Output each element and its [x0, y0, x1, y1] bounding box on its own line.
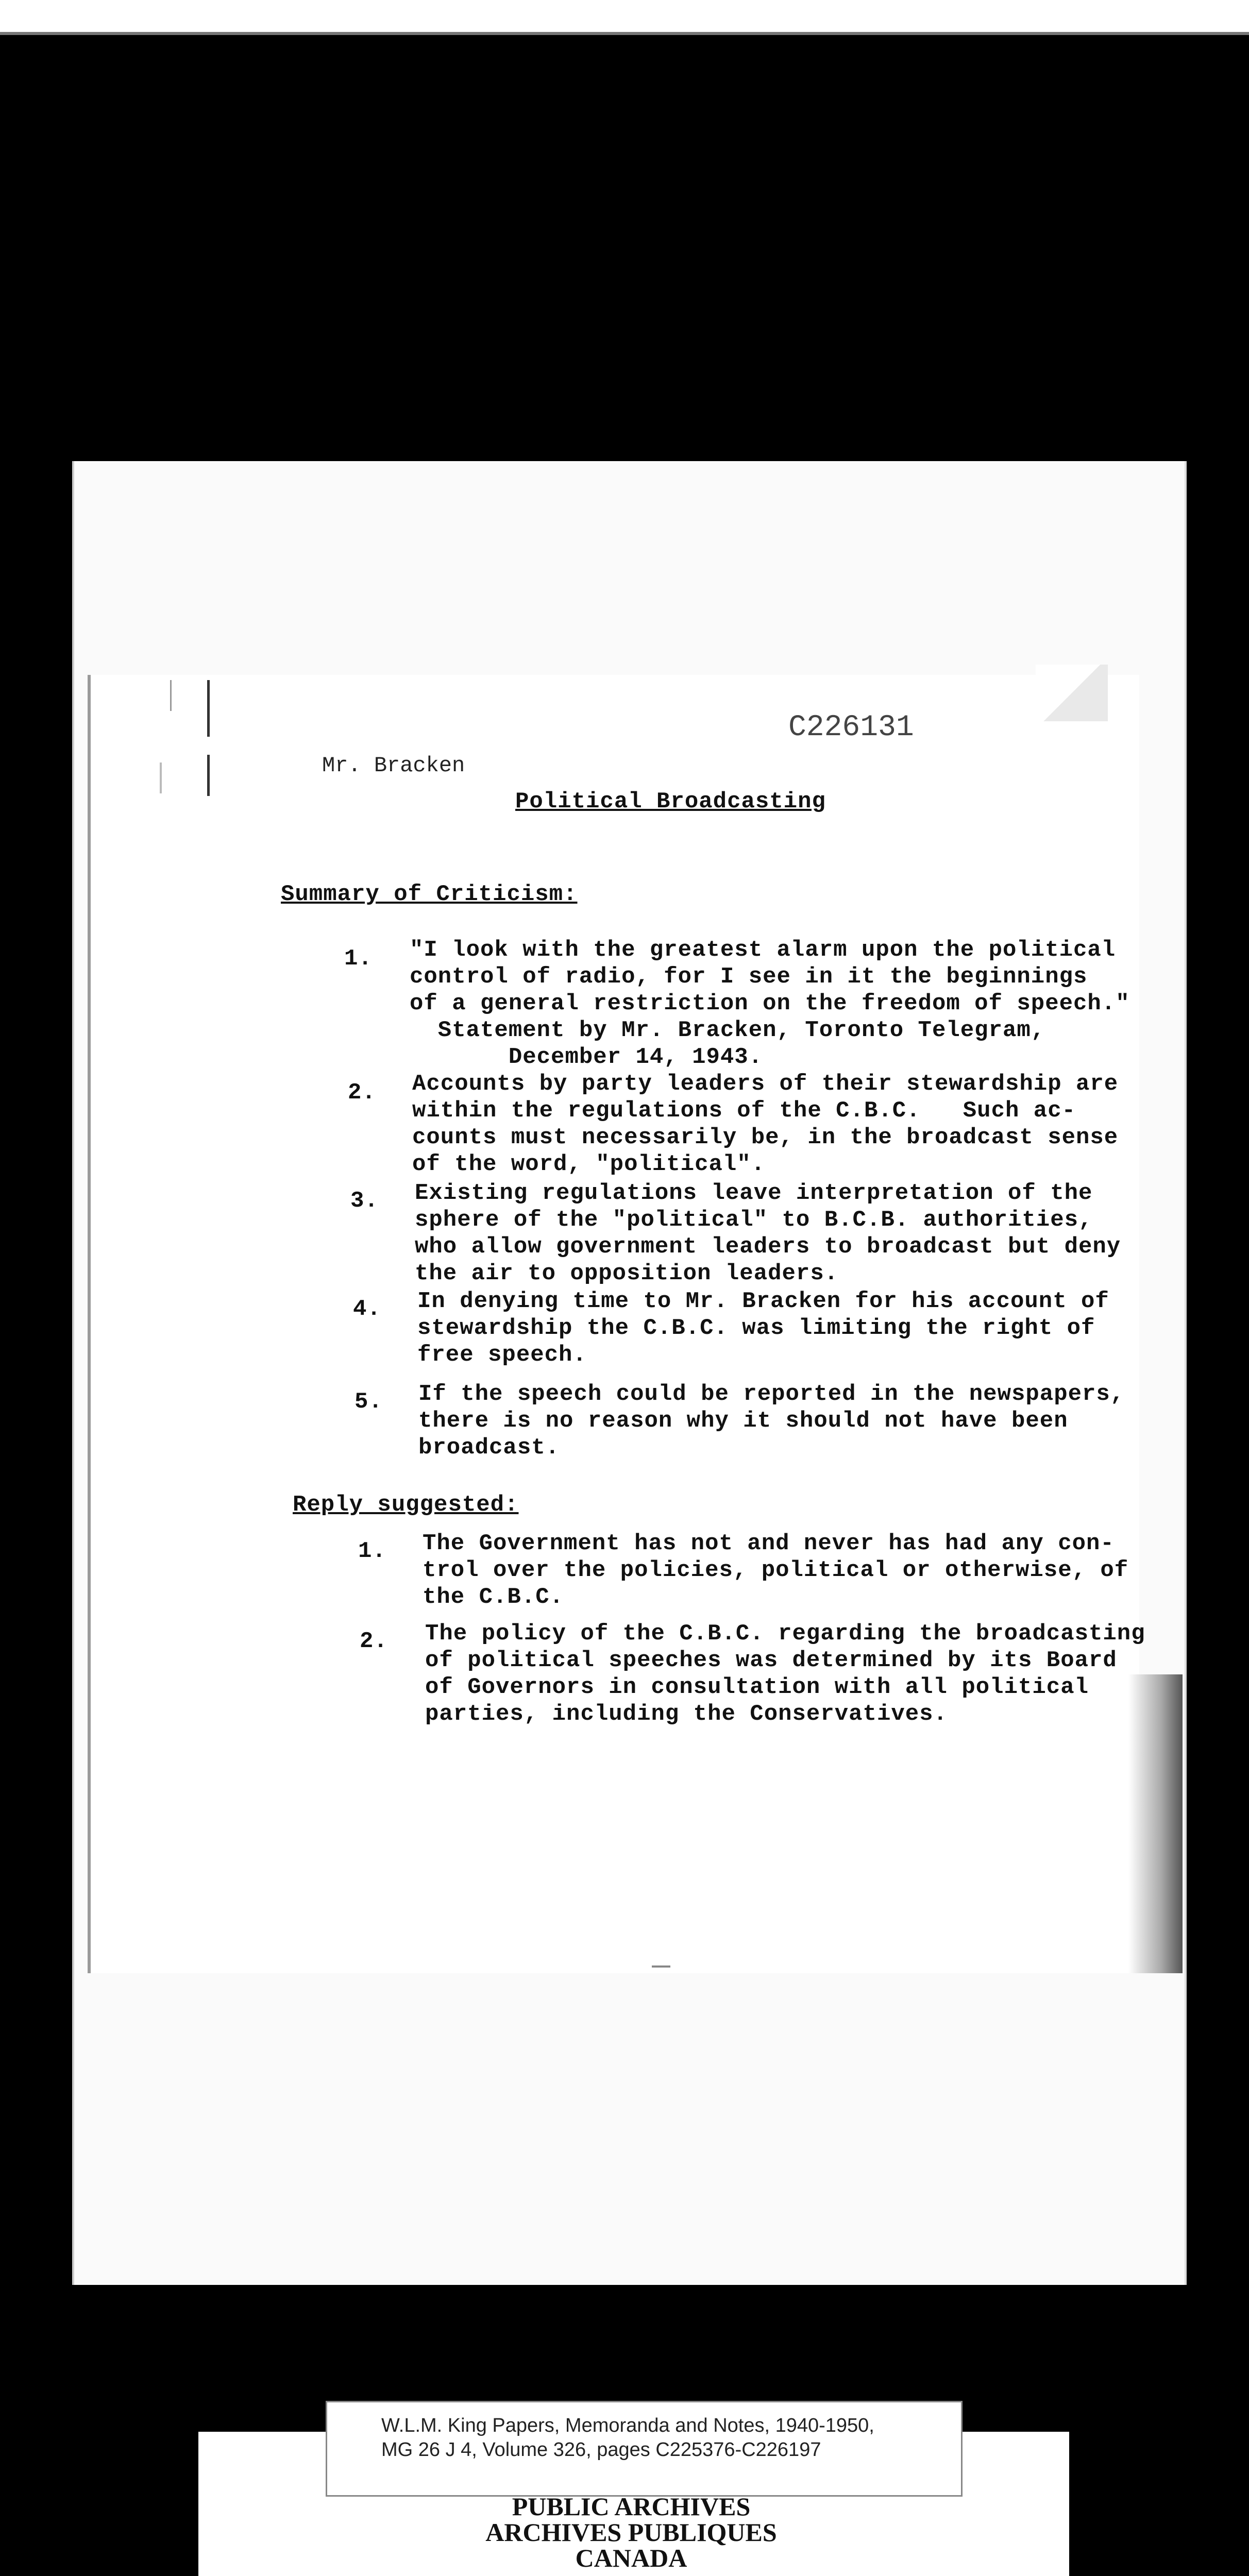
criticism-item-text: Accounts by party leaders of their stewardship are within the regulations of the C.B.C. Such ac- counts must necessarily be, in the broadcast sense of the word, "political".: [412, 1071, 1119, 1177]
stamp-line: PUBLIC ARCHIVES: [512, 2492, 751, 2521]
staple-mark: [160, 762, 162, 793]
criticism-item-number: 2.: [348, 1080, 376, 1106]
reply-item-number: 1.: [358, 1538, 386, 1564]
archive-stamp: [412, 2494, 850, 2571]
archive-reference: W.L.M. King Papers, Memoranda and Notes, 1940-1950, MG 26 J 4, Volume 326, pages C225376-C226197: [381, 2415, 874, 2461]
staple-mark: [207, 680, 210, 737]
folded-corner: [1036, 665, 1108, 721]
reply-heading: Reply suggested:: [293, 1492, 519, 1518]
memo-title: Political Broadcasting: [515, 789, 826, 815]
reply-item-number: 2.: [360, 1629, 388, 1654]
staple-mark: [170, 680, 172, 711]
stamp-line: CANADA: [575, 2544, 687, 2572]
criticism-item-number: 1.: [344, 946, 373, 972]
scan-edge-line: [0, 32, 1249, 35]
criticism-item-text: "I look with the greatest alarm upon the political control of radio, for I see in it the beginnings of a general restriction on the freedom of speech." Statement by Mr. Bracken, Toronto Telegram, December 14, 1943.: [410, 937, 1130, 1070]
scan-top-margin: [0, 0, 1249, 34]
addressee: Mr. Bracken: [322, 753, 465, 778]
criticism-item-number: 4.: [353, 1296, 381, 1322]
criticism-item-number: 3.: [350, 1188, 379, 1214]
criticism-item-text: If the speech could be reported in the newspapers, there is no reason why it should not have been broadcast.: [418, 1381, 1125, 1461]
document-number: C226131: [788, 711, 914, 744]
criticism-heading: Summary of Criticism:: [281, 882, 578, 907]
criticism-item-text: Existing regulations leave interpretation of the sphere of the "political" to B.C.B. authorities, who allow government leaders to broadcast but deny the air to opposition leaders.: [415, 1180, 1121, 1286]
ink-speck: [652, 1965, 670, 1968]
criticism-item-text: In denying time to Mr. Bracken for his account of stewardship the C.B.C. was limiting the right of free speech.: [417, 1289, 1109, 1368]
reply-item-text: The Government has not and never has had any con- trol over the policies, political or otherwise, of the C.B.C.: [423, 1531, 1129, 1610]
reply-item-text: The policy of the C.B.C. regarding the broadcasting of political speeches was determined by its Board of Governors in consultation with all political parties, including the Conservatives.: [425, 1621, 1145, 1727]
stamp-line: ARCHIVES PUBLIQUES: [485, 2518, 777, 2547]
criticism-item-number: 5.: [355, 1389, 383, 1415]
staple-mark: [207, 755, 210, 796]
